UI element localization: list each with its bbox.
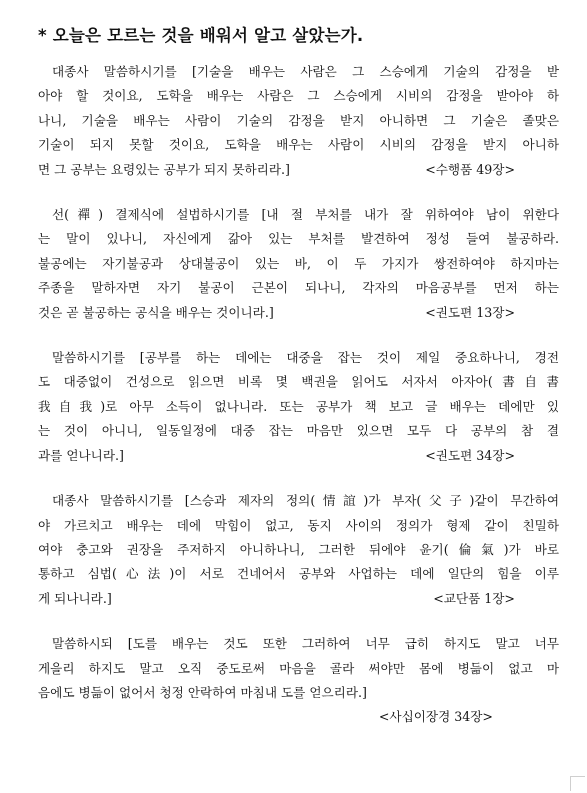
paragraph-line: 면 그 공부는 요령있는 공부가 되지 못하리라.] xyxy=(38,161,290,177)
paragraph-line: 는 말이 있나니, 자신에게 갊아 있는 부처를 발견하여 정성 들여 불공하라. xyxy=(38,231,559,247)
paragraph-line: 통하고 심법(心法)이 서로 건네어서 공부와 사업하는 데에 일단의 힘을 이루 xyxy=(38,566,559,582)
paragraph-last-line xyxy=(38,301,559,325)
paragraph-5 xyxy=(38,632,559,730)
paragraph-line: 는 것이 아니니, 일동일정에 대중 잡는 마음만 있으면 모두 다 공부의 참 결 xyxy=(38,423,559,439)
paragraph-line: 대종사 말씀하시기를 [스승과 제자의 정의(情誼)가 부자(父子)같이 무간하여 xyxy=(52,493,559,509)
scripture-reference: <교단품 1장> xyxy=(433,590,515,606)
paragraph-line: 게을리 하지도 말고 오직 중도로써 마음을 골라 써야만 몸에 병듦이 없고 마 xyxy=(38,660,559,676)
paragraph-2 xyxy=(38,203,559,325)
page-corner-mark xyxy=(570,776,585,791)
scripture-reference: <수행품 49장> xyxy=(425,161,515,177)
paragraph-line: 我自我)로 아무 소득이 없나니라. 또는 공부가 책 보고 글 배우는 데에만 있 xyxy=(38,398,559,414)
paragraph-line: 주종을 말하자면 자기 불공이 근본이 되나니, 각자의 마음공부를 먼저 하는 xyxy=(38,280,559,296)
paragraph-line: 말씀하시기를 [공부를 하는 데에는 대중을 잡는 것이 제일 중요하나니, 경전 xyxy=(52,350,559,366)
paragraph-line: 불공에는 자기불공과 상대불공이 있는 바, 이 두 가지가 쌍전하여야 하지마는 xyxy=(38,255,559,271)
paragraph-last-line xyxy=(38,587,559,611)
paragraph-line: 선(禪) 결제식에 설법하시기를 [내 절 부처를 내가 잘 위하여야 남이 위한다 xyxy=(52,207,559,223)
paragraph-last-line xyxy=(38,444,559,468)
spacer xyxy=(112,587,433,611)
scripture-reference: <권도편 13장> xyxy=(425,304,515,320)
spacer xyxy=(274,301,425,325)
scripture-reference: <권도편 34장> xyxy=(425,447,515,463)
spacer xyxy=(290,158,425,182)
paragraph-line: 과를 얻나니라.] xyxy=(38,447,124,463)
spacer xyxy=(124,444,425,468)
paragraph-line: 여야 충고와 권장을 주저하지 아니하나니, 그러한 뒤에야 윤기(倫氣)가 바로 xyxy=(38,541,559,557)
paragraph-last-line xyxy=(38,158,559,182)
paragraph-line: 도 대중없이 건성으로 읽으면 비록 몇 백권을 읽어도 서자서 아자아(書自書 xyxy=(38,374,559,390)
paragraph-line: 대종사 말씀하시기를 [기술을 배우는 사람은 그 스승에게 기술의 감정을 받 xyxy=(52,64,559,79)
scripture-reference: <사십이장경 34장> xyxy=(378,709,493,725)
paragraph-line: 말씀하시되 [도를 배우는 것도 또한 그러하여 너무 급히 하지도 말고 너무 xyxy=(52,636,559,652)
paragraph-4 xyxy=(38,489,559,611)
paragraph-line: 야 가르치고 배우는 데에 막힘이 없고, 동지 사이의 정의가 형제 같이 친밀하 xyxy=(38,517,559,533)
paragraph-line: 나니, 기술을 배우는 사람이 기술의 감정을 받지 아니하면 그 기술은 졸맞은 xyxy=(38,112,559,128)
paragraph-line: 아야 할 것이요, 도학을 배우는 사람은 그 스승에게 시비의 감정을 받아야 하 xyxy=(38,88,559,104)
page-title: * 오늘은 모르는 것을 배워서 알고 살았는가. xyxy=(38,26,364,45)
paragraph-line: 것은 곧 불공하는 공식을 배우는 것이니라.] xyxy=(38,304,274,320)
paragraph-line: 음에도 병듦이 없어서 청정 안락하여 마침내 도를 얻으리라.] xyxy=(38,684,367,700)
paragraph-1 xyxy=(38,60,559,182)
paragraph-line: 게 되나니라.] xyxy=(38,590,112,606)
paragraph-3 xyxy=(38,346,559,468)
paragraph-line: 기술이 되지 못할 것이요, 도학을 배우는 사람이 시비의 감정을 받지 아니하 xyxy=(38,137,559,153)
